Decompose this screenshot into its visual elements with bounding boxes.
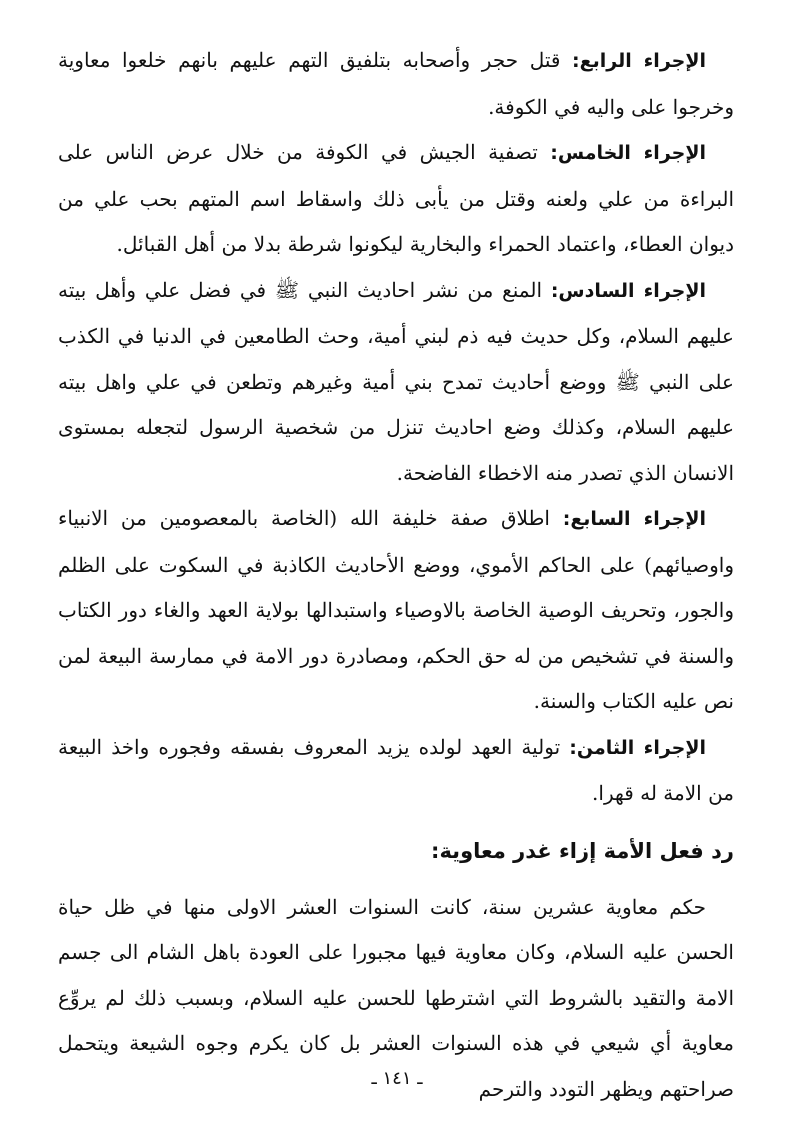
procedure-7-text: اطلاق صفة خليفة الله (الخاصة بالمعصومين من الانبياء واوصيائهم) على الحاكم الأموي، ووضع الأحاديث الكاذبة في السكوت على الظلم والجور، وتحريف الوصية الخاصة بالاوصياء واستبدالها بولاية العهد والغاء دور الكتاب والسنة في تشخيص من له حق الحكم، ومصادرة دور الامة في ممارسة البيعة لمن نص عليه الكتاب والسنة. (58, 506, 734, 713)
procedure-6-text: المنع من نشر احاديث النبي ﷺ في فضل علي وأهل بيته عليهم السلام، وكل حديث فيه ذم لبني أمية، وحث الطامعين في الدنيا في الكذب على النبي ﷺ ووضع أحاديث تمدح بني أمية وغيرهم وتطعن في علي واهل بيته عليهم السلام، وكذلك وضع احاديث تنزل من شخصية الرسول لتجعله بمستوى الانسان الذي تصدر منه الاخطاء الفاضحة. (58, 277, 734, 485)
procedure-7-paragraph (58, 496, 734, 725)
procedure-8-label: الإجراء الثامن: (569, 736, 707, 759)
procedure-6-paragraph (58, 268, 734, 497)
body-paragraph: حكم معاوية عشرين سنة، كانت السنوات العشر الاولى منها في ظل حياة الحسن عليه السلام، وكان معاوية فيها مجبورا على العودة باهل الشام الى جسم الامة والتقيد بالشروط التي اشترطها للحسن عليه السلام، وبسبب ذلك لم يروِّع معاوية أي شيعي في هذه السنوات العشر بل كان يكرم وجوه الشيعة ويتحمل صراحتهم ويظهر التودد والترحم (58, 894, 734, 1101)
section-heading: رد فعل الأمة إزاء غدر معاوية: (431, 838, 734, 863)
procedure-7-label: الإجراء السابع: (562, 508, 706, 530)
procedure-5-label: الإجراء الخامس: (550, 142, 706, 164)
procedure-4-label: الإجراء الرابع: (572, 50, 706, 72)
procedure-8-paragraph (58, 725, 734, 817)
procedure-6-label: الإجراء السادس: (550, 279, 706, 302)
page-content (58, 38, 734, 1112)
procedure-5-paragraph (58, 130, 734, 268)
procedure-5-text: تصفية الجيش في الكوفة من خلال عرض الناس على البراءة من علي ولعنه وقتل من يأبى ذلك واسقاط اسم المتهم بحب علي من ديوان العطاء، واعتماد الحمراء والبخارية ليكونوا شرطة بدلا من أهل القبائل. (58, 140, 734, 256)
procedure-4-paragraph (58, 38, 734, 130)
procedure-8-text: تولية العهد لولده يزيد المعروف بفسقه وفجوره واخذ البيعة من الامة له قهرا. (58, 734, 734, 805)
page-number: ـ ١٤١ ـ (371, 1068, 423, 1089)
procedure-4-text: قتل حجر وأصحابه بتلفيق التهم عليهم بانهم خلعوا معاوية وخرجوا على واليه في الكوفة. (58, 48, 734, 119)
